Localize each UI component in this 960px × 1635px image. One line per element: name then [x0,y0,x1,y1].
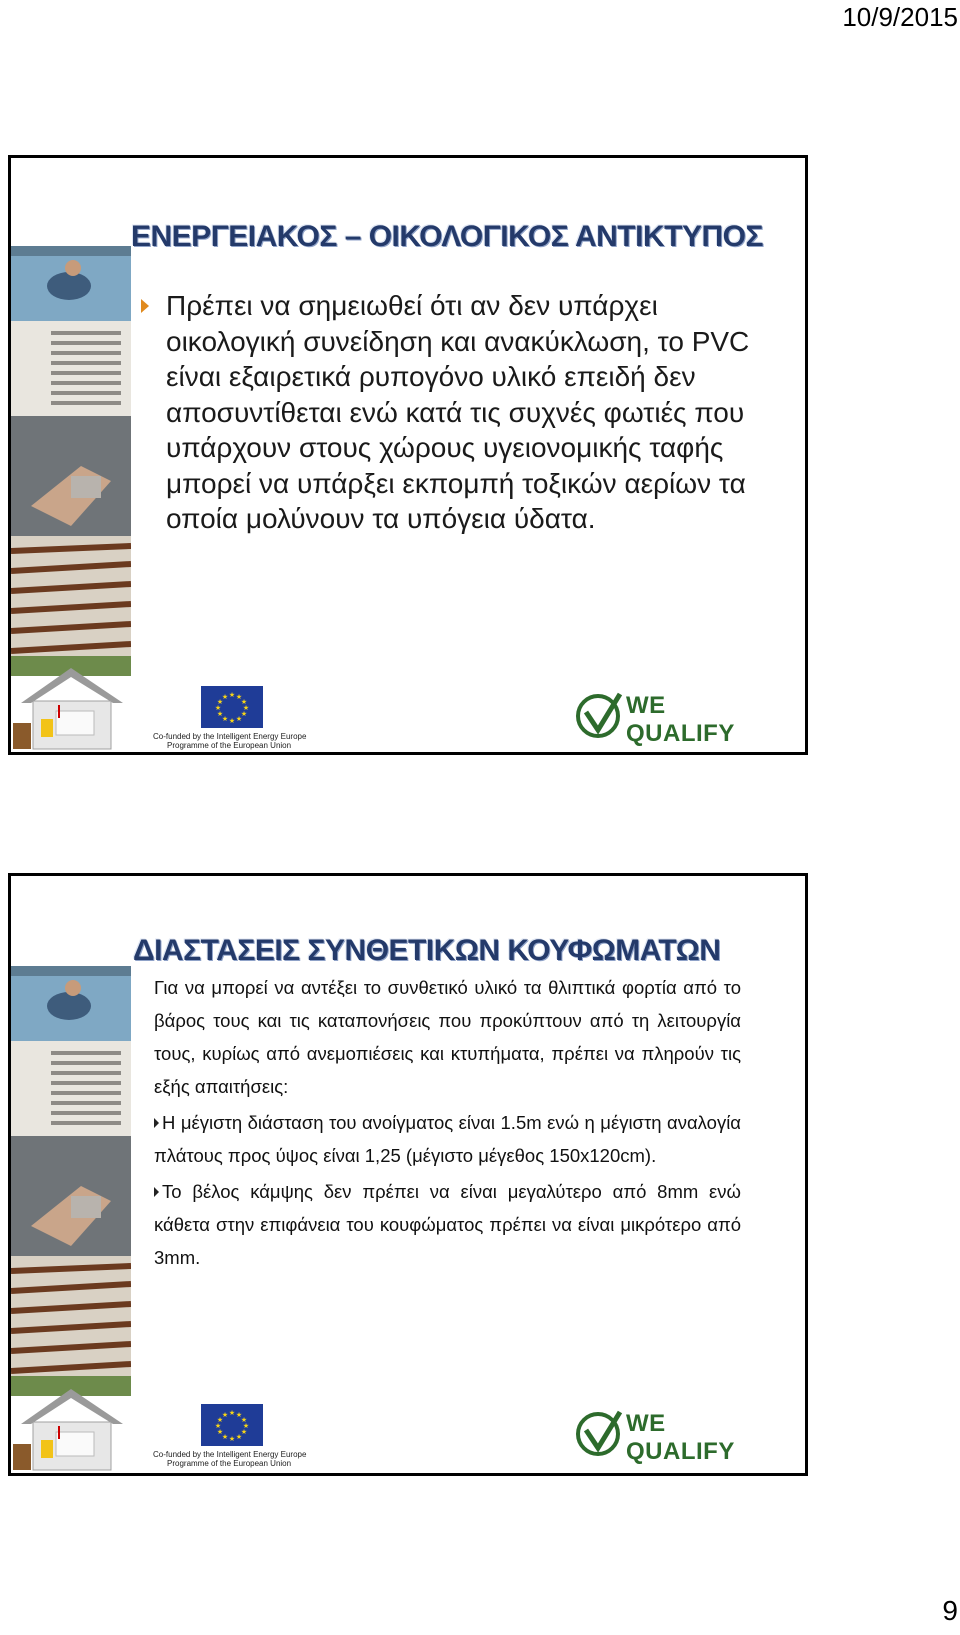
list-item [154,1106,741,1172]
svg-text:★: ★ [221,693,229,701]
logo-qualify: QUALIFY [626,1438,735,1465]
slide-title: ΕΝΕΡΓΕΙΑΚΟΣ – ΟΙΚΟΛΟΓΙΚΟΣ ΑΝΤΙΚΤΥΠΟΣ [131,220,763,253]
eu-caption: Co-funded by the Intelligent Energy Europe Programme of the European Union [153,1450,307,1468]
slide-2 [8,873,808,1476]
svg-text:★: ★ [242,1422,250,1430]
svg-text:★: ★ [216,1428,224,1436]
svg-text:★: ★ [240,710,248,718]
we-qualify-logo [574,1408,735,1465]
svg-text:★: ★ [216,1416,224,1424]
svg-text:★: ★ [240,698,248,706]
logo-we: WE [626,692,666,719]
svg-text:★: ★ [221,1433,229,1441]
eu-flag-icon [201,686,263,728]
svg-text:★: ★ [221,1411,229,1419]
bullet-item [166,288,766,537]
slide-body [154,971,741,1274]
svg-text:★: ★ [242,704,250,712]
svg-text:★: ★ [216,698,224,706]
eu-caption: Co-funded by the Intelligent Energy Europe Programme of the European Union [153,732,307,750]
svg-text:★: ★ [228,717,236,725]
we-qualify-logo [574,690,735,747]
svg-text:★: ★ [235,715,243,723]
list-item-text: Το βέλος κάμψης δεν πρέπει να είναι μεγαλύτερο από 8mm ενώ κάθετα στην επιφάνεια του κουφώματος πρέπει να είναι μικρότερο από 3mm. [154,1181,741,1268]
svg-text:★: ★ [228,691,236,699]
svg-text:★: ★ [235,1433,243,1441]
svg-text:★: ★ [235,1411,243,1419]
bullet-arrow-icon [154,1118,159,1128]
page-date: 10/9/2015 [842,2,958,32]
house-graphic [11,663,131,753]
svg-text:★: ★ [214,1422,222,1430]
svg-text:★: ★ [216,710,224,718]
eu-cofunding [153,686,306,750]
list-item [154,1175,741,1274]
checkmark-logo-icon [574,1408,624,1458]
eu-flag-icon [201,1404,263,1446]
svg-text:★: ★ [240,1428,248,1436]
logo-we: WE [626,1410,666,1437]
eu-cofunding [153,1404,306,1468]
svg-text:★: ★ [235,693,243,701]
svg-text:★: ★ [221,715,229,723]
slide-1 [8,155,808,755]
svg-text:★: ★ [228,1435,236,1443]
svg-text:★: ★ [240,1416,248,1424]
photo-strip [11,966,131,1396]
bullet-arrow-icon [154,1187,159,1197]
slide-title: ΔΙΑΣΤΑΣΕΙΣ ΣΥΝΘΕΤΙΚΩΝ ΚΟΥΦΩΜΑΤΩΝ [133,934,721,967]
photo-strip [11,246,131,676]
bullet-text: Πρέπει να σημειωθεί ότι αν δεν υπάρχει οικολογική συνείδηση και ανακύκλωση, το PVC είναι εξαιρετικά ρυπογόνο υλικό επειδή δεν αποσυντίθεται ενώ κατά τις συχνές φωτιές που υπάρχουν στους χώρους υγειονομικής ταφής μπορεί να υπάρξει εκπομπή τοξικών αερίων τα οποία μολύνουν τα υπόγεια ύδατα. [166,290,750,534]
checkmark-logo-icon [574,690,624,740]
list-item-text: Η μέγιστη διάσταση του ανοίγματος είναι 1.5m ενώ η μέγιστη αναλογία πλάτους προς ύψος είναι 1,25 (μέγιστο μέγεθος 150x120cm). [154,1112,741,1166]
svg-text:★: ★ [228,1409,236,1417]
logo-qualify: QUALIFY [626,720,735,747]
house-graphic [11,1384,131,1474]
intro-paragraph: Για να μπορεί να αντέξει το συνθετικό υλικό τα θλιπτικά φορτία από το βάρος τους και τις καταπονήσεις που προκύπτουν από τη λειτουργία τους, κυρίως από ανεμοπιέσεις και κτυπήματα, πρέπει να πληρούν τις εξής απαιτήσεις: [154,977,741,1097]
page-number: 9 [942,1595,958,1626]
svg-text:★: ★ [214,704,222,712]
bullet-arrow-icon [141,299,149,313]
